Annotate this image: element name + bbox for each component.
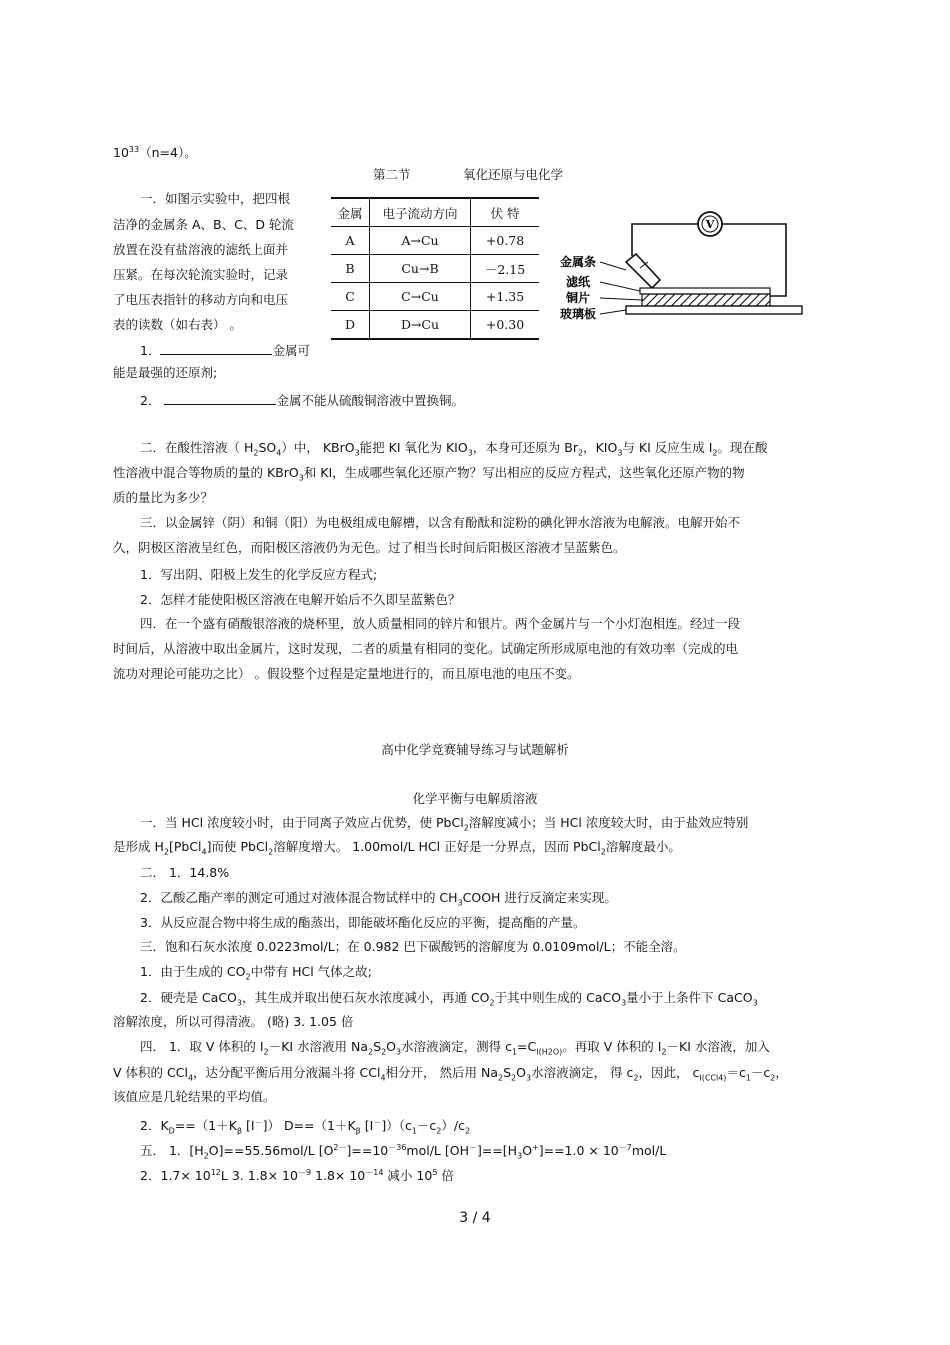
answer-4-line1: 四． 1．取 V 体积的 $I_2-KI$ 水溶液用 $Na_2S_2O_3$水溶液滴定，测得 $c_1=C_{I(H2O)}$。再取 V 体积的 $I_2-KI$ 水溶液，加入: [140, 1039, 770, 1057]
diagram-label: 玻璃板: [560, 307, 597, 321]
answer-5-line2: 2．$1.7\times 10^{12}L$ 3. $1.8\times 10^{-9}$ $1.8\times 10^{-14}$ 减小 $10^5$ 倍: [140, 1168, 454, 1184]
question-4-line1: 四．在一个盛有硝酸银溶液的烧杯里，放人质量相同的锌片和银片。两个金属片与一个小灯泡相连。经过一段: [140, 616, 741, 631]
glass-plate-shape: [626, 306, 802, 314]
question-3-sub2: 2．怎样才能使阳极区溶液在电解开始后不久即呈蓝紫色？: [140, 592, 461, 607]
table-cell: Cu→B: [370, 255, 471, 283]
filter-paper-shape: [640, 288, 770, 294]
table-row: [331, 227, 539, 255]
table-cell: A: [331, 227, 370, 255]
metal-strip-icon: [626, 254, 660, 288]
diagram-label: 铜片: [566, 291, 591, 305]
table-cell: +0.30: [485, 317, 525, 332]
table-header: 伏 特: [471, 198, 540, 227]
answer-2-line2: 2．乙酸乙酯产率的测定可通过对液体混合物试样中的 $CH_3COOH$ 进行反滴定来实现。: [140, 890, 617, 908]
answer-3-line4: 溶解浓度，所以可得清液。 (略) 3. 1.05 倍: [113, 1014, 354, 1029]
table-cell: －2.15: [471, 255, 540, 283]
section-title-left: 第二节: [373, 167, 411, 182]
answer-2-line3: 3．从反应混合物中将生成的酯蒸出，即能破坏酯化反应的平衡，提高酯的产量。: [140, 915, 586, 930]
top-line: $10^{33}(n=4)$。: [113, 145, 197, 161]
answer-blank[interactable]: [164, 393, 276, 405]
table-header: 金属: [331, 198, 370, 227]
section-title-right: 氧化还原与电化学: [463, 167, 564, 182]
table-row: [331, 255, 539, 283]
q1-line: 洁净的金属条 A、B、C、D 轮流: [113, 217, 294, 232]
question-3-sub1: 1．写出阴、阳极上发生的化学反应方程式;: [140, 567, 378, 582]
table-cell: D→Cu: [370, 311, 471, 340]
part2-title: 高中化学竞赛辅导练习与试题解析: [381, 742, 569, 757]
answer-4-line3: 该值应是几轮结果的平均值。: [113, 1089, 276, 1104]
answer-3-line1: 三．饱和石灰水浓度 0.0223mol/L；在 0.982 巴下碳酸钙的溶解度为 0.0109mol/L；不能全溶。: [140, 939, 686, 954]
table-row: [331, 311, 539, 340]
q1-line: 了电压表指针的移动方向和电压: [113, 292, 289, 307]
q1-line: 一．如图示实验中，把四根: [140, 191, 291, 206]
voltage-table: [331, 197, 539, 340]
diagram-label: 金属条: [560, 255, 597, 269]
answer-4-line2: V 体积的 CCl$_4$，达分配平衡后用分液漏斗将 CCl$_4$相分开， 然后用 $Na_2S_2O_3$水溶液滴定， 得 $c_2$，因此， $c_{I(CCl4)}=c_1-c_2$，: [113, 1065, 788, 1083]
answer-4-line4: 2．$K_D==(1+K_\beta$ [I－]） $D==(1+K_\beta$ $[I^-])(c_1-c_2)/c_2$: [140, 1118, 471, 1136]
answer-1-line1: 一．当 HCl 浓度较小时，由于同离子效应占优势，使 PbCl$_2$溶解度减小；当 HCl 浓度较大时，由于盐效应特别: [140, 815, 749, 833]
table-cell: B: [331, 255, 370, 283]
question-4-line2: 时间后，从溶液中取出金属片，这时发现，二者的质量有相同的变化。试确定所形成原电池的有效功率（完成的电: [113, 641, 739, 656]
question-4-line3: 流功对理论可能功之比） 。假设整个过程是定量地进行的，而且原电池的电压不变。: [113, 666, 580, 681]
diagram-label: 滤纸: [566, 275, 591, 289]
q1-sub1-cont: 能是最强的还原剂;: [113, 365, 218, 380]
q1-sub2: 2． 金属不能从硫酸铜溶液中置换铜。: [140, 393, 464, 408]
answer-5-line1: 五． 1．$[H_2O]==55.56mol/L$ $[O^{2-}]==10^{-36}mol/L$ $[OH^-]==[H_3O^+]==1.0 \times 10^{-7}mol/L$: [140, 1143, 667, 1161]
page-number: 3 / 4: [459, 1210, 491, 1226]
table-cell: C: [331, 283, 370, 311]
table-cell: A→Cu: [370, 227, 471, 255]
answer-3-line2: 1．由于生成的 $CO_2$中带有 HCl 气体之故;: [140, 964, 372, 982]
question-2-line2: 性溶液中混合等物质的量的 KBrO$_3$和 KI，生成哪些氧化还原产物？写出相应的反应方程式，这些氧化还原产物的物: [113, 465, 745, 483]
q1-line: 压紧。在每次轮流实验时，记录: [113, 267, 289, 282]
question-2-line3: 质的量比为多少？: [113, 490, 214, 505]
answer-1-line2: 是形成 $H_2[PbCl_4]$而使 PbCl$_2$溶解度增大。 1.00mol/L HCl 正好是一分界点，因而 PbCl$_2$溶解度最小。: [113, 839, 681, 857]
q1-sub1: 1． 金属可: [140, 343, 310, 358]
question-3-line2: 久，阴极区溶液呈红色，而阳极区溶液仍为无色。过了相当长时间后阳极区溶液才呈蓝紫色。: [113, 540, 626, 555]
table-cell: D: [331, 311, 370, 340]
question-2-line1: 二．在酸性溶液（ $H_2SO_4$）中， KBrO$_3$能把 KI 氧化为 $KIO_3$，本身可还原为 $Br_2$，$KIO_3$与 KI 反应生成 $I_2$。现在酸: [140, 440, 768, 458]
copper-plate-shape: [642, 294, 770, 306]
apparatus-diagram: [560, 196, 810, 336]
voltmeter-icon: [698, 212, 722, 236]
part2-subtitle: 化学平衡与电解质溶液: [412, 791, 538, 806]
table-cell: C→Cu: [370, 283, 471, 311]
answer-blank[interactable]: [160, 343, 272, 355]
table-cell: +1.35: [471, 283, 540, 311]
table-row: [331, 283, 539, 311]
answer-2-line1: 二． 1．14.8%: [140, 865, 230, 880]
q1-line: 放置在没有盐溶液的滤纸上面并: [113, 242, 289, 257]
table-header: 电子流动方向: [370, 198, 471, 227]
answer-3-line3: 2．硬壳是 CaCO$_3$，其生成并取出使石灰水浓度减小，再通 $CO_2$于其中则生成的 CaCO$_3$量小于上条件下 CaCO$_3$: [140, 990, 758, 1008]
question-3-line1: 三．以金属锌（阴）和铜（阳）为电极组成电解槽，以含有酚酞和淀粉的碘化钾水溶液为电解液。电解开始不: [140, 515, 741, 530]
table-cell: +0.78: [471, 227, 540, 255]
svg-text:V: V: [705, 218, 715, 231]
q1-line: 表的读数（如右表） 。: [113, 317, 242, 332]
